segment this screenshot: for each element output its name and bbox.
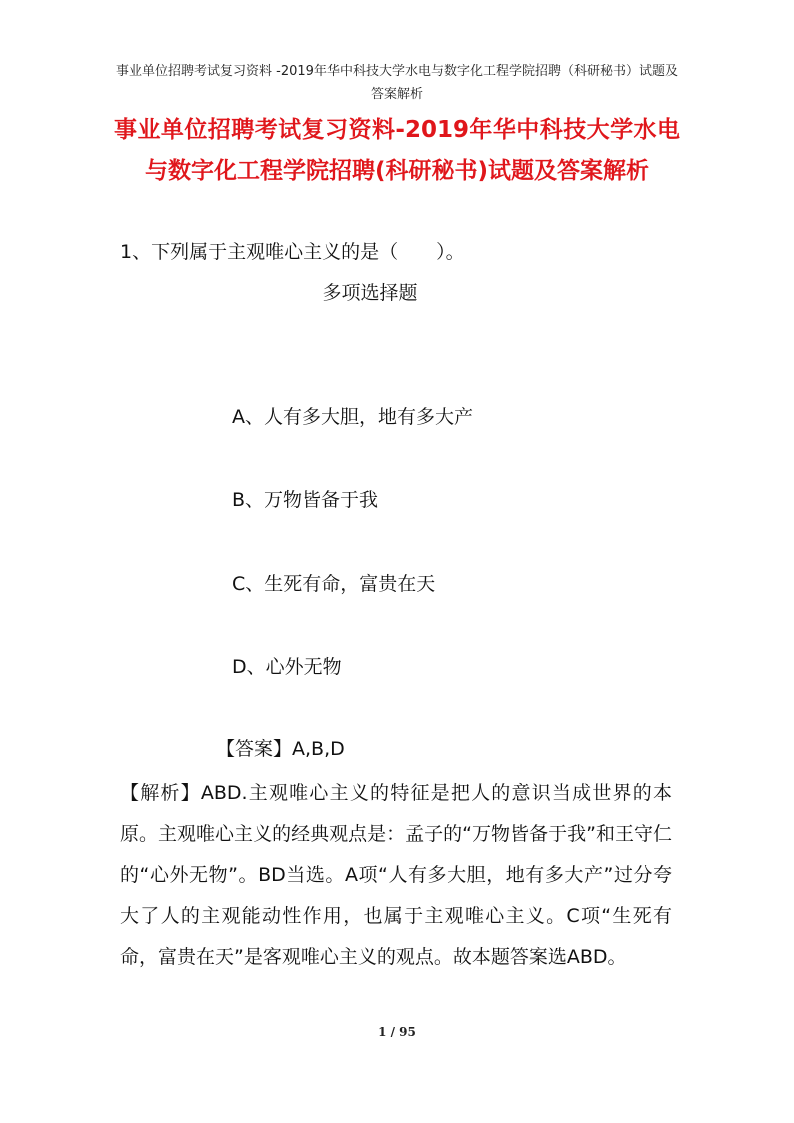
question-type: 多项选择题 <box>322 282 418 304</box>
document-title: 事业单位招聘考试复习资料-2019年华中科技大学水电与数字化工程学院招聘(科研秘书)试题及答案解析 <box>114 117 680 184</box>
option-d: D、心外无物 <box>232 656 342 678</box>
question-stem: 1、下列属于主观唯心主义的是（ ）。 <box>120 241 465 263</box>
option-b: B、万物皆备于我 <box>232 489 379 511</box>
option-c: C、生死有命，富贵在天 <box>232 573 436 595</box>
analysis-paragraph: 【解析】ABD.主观唯心主义的特征是把人的意识当成世界的本原。主观唯心主义的经典观点是：孟子的“万物皆备于我”和王守仁的“心外无物”。BD当选。A项“人有多大胆，地有多大产”过分夸大了人的主观能动性作用，也属于主观唯心主义。C项“生死有命，富贵在天”是客观唯心主义的观点。故本题答案选ABD。 <box>120 782 672 968</box>
answer-line: 【答案】A,B,D <box>216 738 345 760</box>
option-a: A、人有多大胆，地有多大产 <box>232 406 473 428</box>
page-indicator: 1 / 95 <box>378 1025 416 1039</box>
running-header: 事业单位招聘考试复习资料 -2019年华中科技大学水电与数字化工程学院招聘（科研秘书）试题及答案解析 <box>116 64 678 102</box>
